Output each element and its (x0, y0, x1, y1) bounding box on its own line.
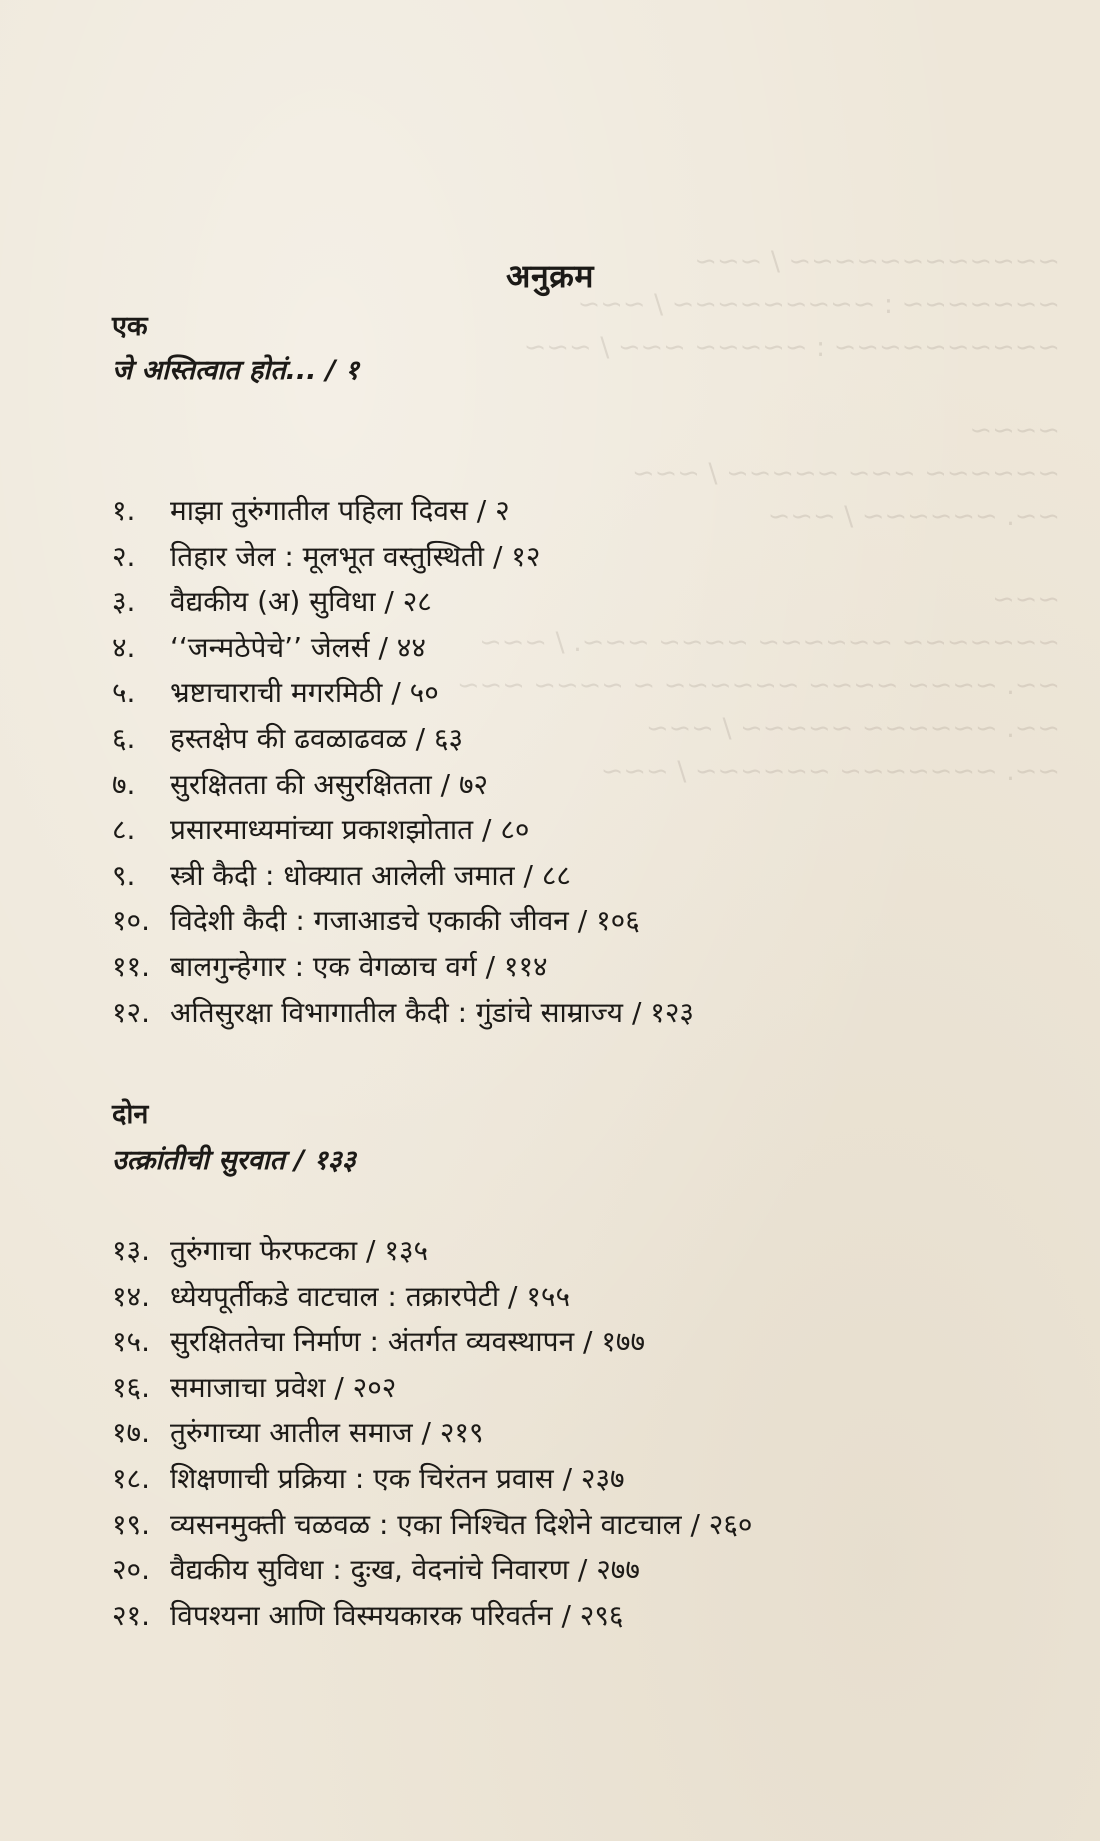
entry-text: सुरक्षितता की असुरक्षितता / ७२ (170, 767, 489, 801)
entry-number: २०. (112, 1553, 151, 1587)
entry-number: १६. (112, 1370, 151, 1404)
toc-entry (112, 579, 694, 625)
entry-text: प्रसारमाध्यमांच्या प्रकाशझोतात / ८० (170, 813, 530, 847)
toc-entry (112, 990, 694, 1036)
entry-number: १४. (112, 1279, 151, 1313)
toc-entry (112, 762, 694, 808)
part-label: एक (112, 311, 148, 342)
toc-entry (112, 807, 694, 853)
entry-text: ‘‘जन्मठेपेचे’’ जेलर्स / ४४ (170, 630, 426, 664)
entry-number: १०. (112, 904, 151, 938)
entry-text: भ्रष्टाचाराची मगरमिठी / ५० (170, 676, 439, 710)
toc-entry (112, 1274, 752, 1320)
entry-text: व्यसनमुक्ती चळवळ : एका निश्चित दिशेने वाटचाल / २६० (170, 1507, 753, 1541)
entry-number: ७. (112, 767, 136, 801)
toc-entry (112, 670, 694, 716)
entry-text: ध्येयपूर्तीकडे वाटचाल : तक्रारपेटी / १५५ (170, 1279, 571, 1313)
entry-number: १२. (112, 995, 151, 1029)
part-title: उत्क्रांतीची सुरवात / १३३ (112, 1145, 356, 1176)
toc-entry (112, 1593, 752, 1639)
entry-number: ९. (112, 858, 136, 892)
entry-text: माझा तुरुंगातील पहिला दिवस / २ (170, 494, 510, 527)
entry-text: शिक्षणाची प्रक्रिया : एक चिरंतन प्रवास / २३७ (170, 1461, 625, 1495)
entry-text: वैद्यकीय (अ) सुविधा / २८ (170, 585, 432, 619)
toc-entry (112, 1547, 752, 1593)
toc-entry (112, 898, 694, 944)
entry-text: तुरुंगाच्या आतील समाज / २१९ (170, 1416, 484, 1450)
toc-entry (112, 1319, 752, 1365)
entry-number: ११. (112, 949, 151, 983)
entry-text: विपश्यना आणि विस्मयकारक परिवर्तन / २९६ (170, 1598, 624, 1632)
page-title: अनुक्रम (506, 257, 594, 295)
entry-text: बालगुन्हेगार : एक वेगळाच वर्ग / ११४ (170, 949, 548, 983)
bleed-through-text: ~~~~~~~~~~~~ / ~~~ ~~~~~~~ : ~~~~~~~~~ / ~~~ ~~~~~~~~~~ : ~~~~~ ~~~ / ~~~ ~~~~ ~~~~~~ ~~~ ~~~~~ / ~~~ ~~. ~~~~~~ / ~~~ ~~~ ~~~~~~~ ~~~~~~ ~~~~ ~~~. / ~~~ ~~. ~~~~ ~~~~ ~~~~~~ ~ ~~~~ ~~~ ~~. ~~~~~~ ~~~~~ / ~~~ ~~. ~~~~~~~ ~~~~~~ / ~~~ (456, 246, 1060, 787)
entry-text: स्त्री कैदी : धोक्यात आलेली जमात / ८८ (170, 858, 571, 892)
entry-number: १. (112, 494, 136, 527)
toc-entry (112, 716, 694, 762)
toc-entry (112, 853, 694, 899)
part-label: दोन (112, 1099, 149, 1130)
entry-number: ३. (112, 585, 136, 619)
entry-number: १९. (112, 1507, 151, 1541)
entry-number: १५. (112, 1325, 151, 1359)
entry-number: १८. (112, 1461, 151, 1495)
toc-entry (112, 1228, 752, 1274)
entry-text: हस्तक्षेप की ढवळाढवळ / ६३ (170, 721, 464, 755)
entry-text: अतिसुरक्षा विभागातील कैदी : गुंडांचे साम्राज्य / १२३ (170, 995, 694, 1029)
entry-number: १७. (112, 1416, 151, 1450)
entry-text: विदेशी कैदी : गजाआडचे एकाकी जीवन / १०६ (170, 904, 640, 938)
toc-list (112, 1228, 752, 1638)
part-title: जे अस्तित्वात होतं... / १ (112, 355, 360, 386)
entry-text: तुरुंगाचा फेरफटका / १३५ (170, 1234, 429, 1267)
entry-number: ८. (112, 813, 136, 847)
entry-text: वैद्यकीय सुविधा : दुःख, वेदनांचे निवारण / २७७ (170, 1553, 640, 1587)
toc-entry (112, 1365, 752, 1411)
toc-entry (112, 1502, 752, 1548)
toc-entry (112, 944, 694, 990)
toc-entry (112, 534, 694, 580)
entry-number: ५. (112, 676, 136, 710)
toc-list (112, 488, 694, 1035)
toc-entry (112, 488, 694, 534)
toc-entry (112, 1410, 752, 1456)
toc-entry (112, 625, 694, 671)
entry-text: तिहार जेल : मूलभूत वस्तुस्थिती / १२ (170, 539, 541, 573)
entry-number: ६. (112, 721, 136, 755)
entry-number: १३. (112, 1234, 151, 1267)
entry-number: ४. (112, 630, 136, 664)
entry-number: २. (112, 539, 136, 573)
entry-text: समाजाचा प्रवेश / २०२ (170, 1370, 397, 1404)
entry-number: २१. (112, 1598, 151, 1632)
entry-text: सुरक्षिततेचा निर्माण : अंतर्गत व्यवस्थापन / १७७ (170, 1325, 646, 1359)
toc-entry (112, 1456, 752, 1502)
